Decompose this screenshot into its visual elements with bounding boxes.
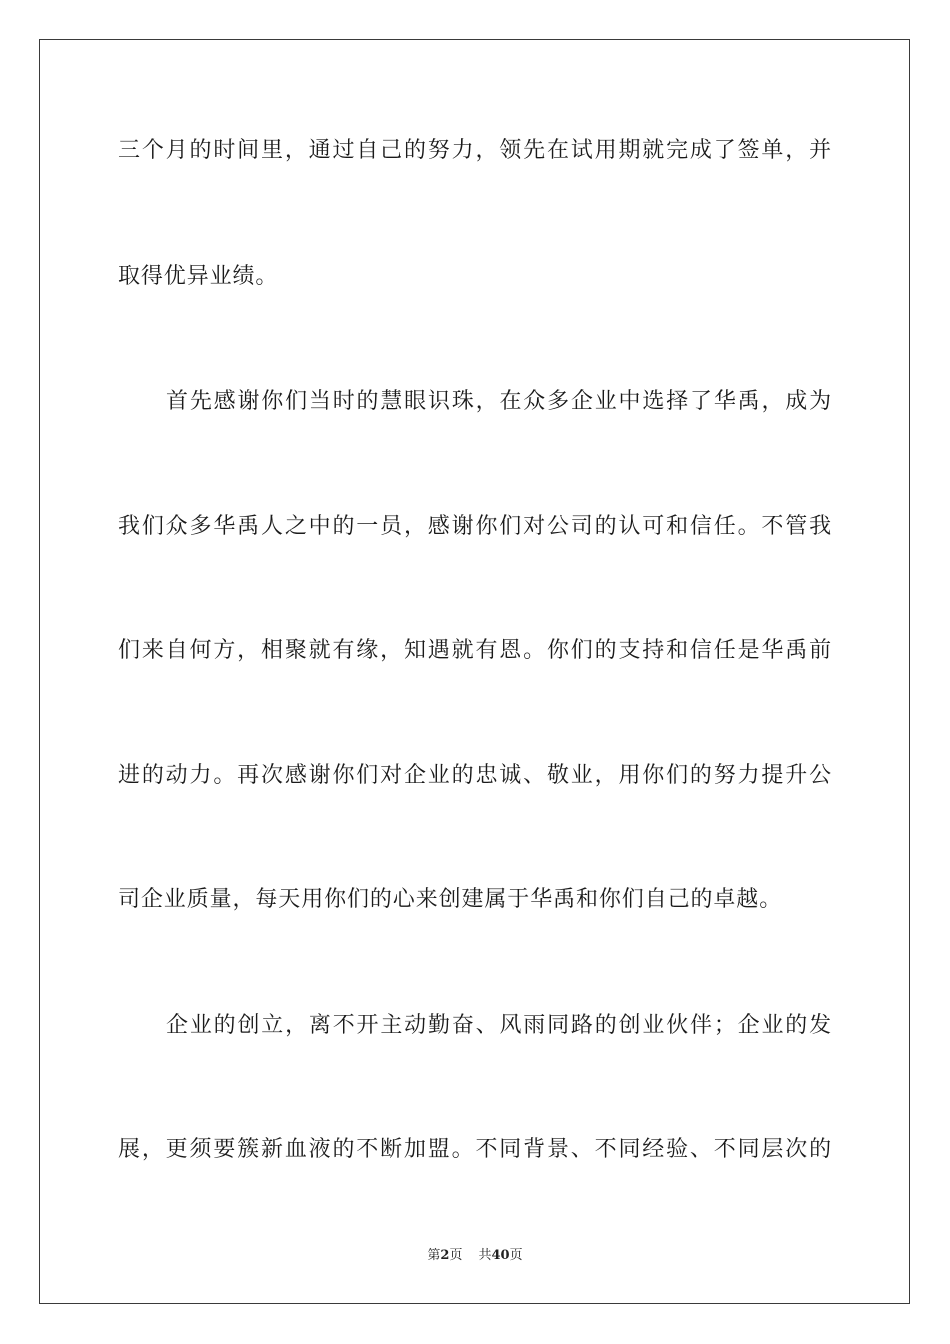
paragraph-line: 首先感谢你们当时的慧眼识珠，在众多企业中选择了华禹，成为 (166, 389, 832, 414)
paragraph-line: 取得优异业绩。 (118, 264, 279, 289)
page-number-prefix: 第 (427, 1248, 441, 1263)
paragraph-line: 进的动力。再次感谢你们对企业的忠诚、敬业，用你们的努力提升公 (118, 763, 832, 788)
page-number-suffix: 页 (449, 1248, 463, 1263)
paragraph-line: 司企业质量，每天用你们的心来创建属于华禹和你们自己的卓越。 (118, 887, 783, 912)
paragraph-line: 三个月的时间里，通过自己的努力，领先在试用期就完成了签单，并 (118, 138, 832, 163)
paragraph-line: 企业的创立，离不开主动勤奋、风雨同路的创业伙伴；企业的发 (166, 1013, 832, 1038)
total-pages-prefix: 共 (478, 1248, 492, 1263)
total-pages-suffix: 页 (509, 1248, 523, 1263)
total-pages-number: 40 (491, 1248, 510, 1263)
page-border (39, 39, 910, 1304)
page-footer (0, 1247, 950, 1265)
current-page-number: 2 (440, 1248, 450, 1263)
paragraph-line: 我们众多华禹人之中的一员，感谢你们对公司的认可和信任。不管我 (118, 514, 832, 539)
paragraph-line: 们来自何方，相聚就有缘，知遇就有恩。你们的支持和信任是华禹前 (118, 638, 832, 663)
paragraph-line: 展，更须要簇新血液的不断加盟。不同背景、不同经验、不同层次的 (118, 1137, 832, 1162)
